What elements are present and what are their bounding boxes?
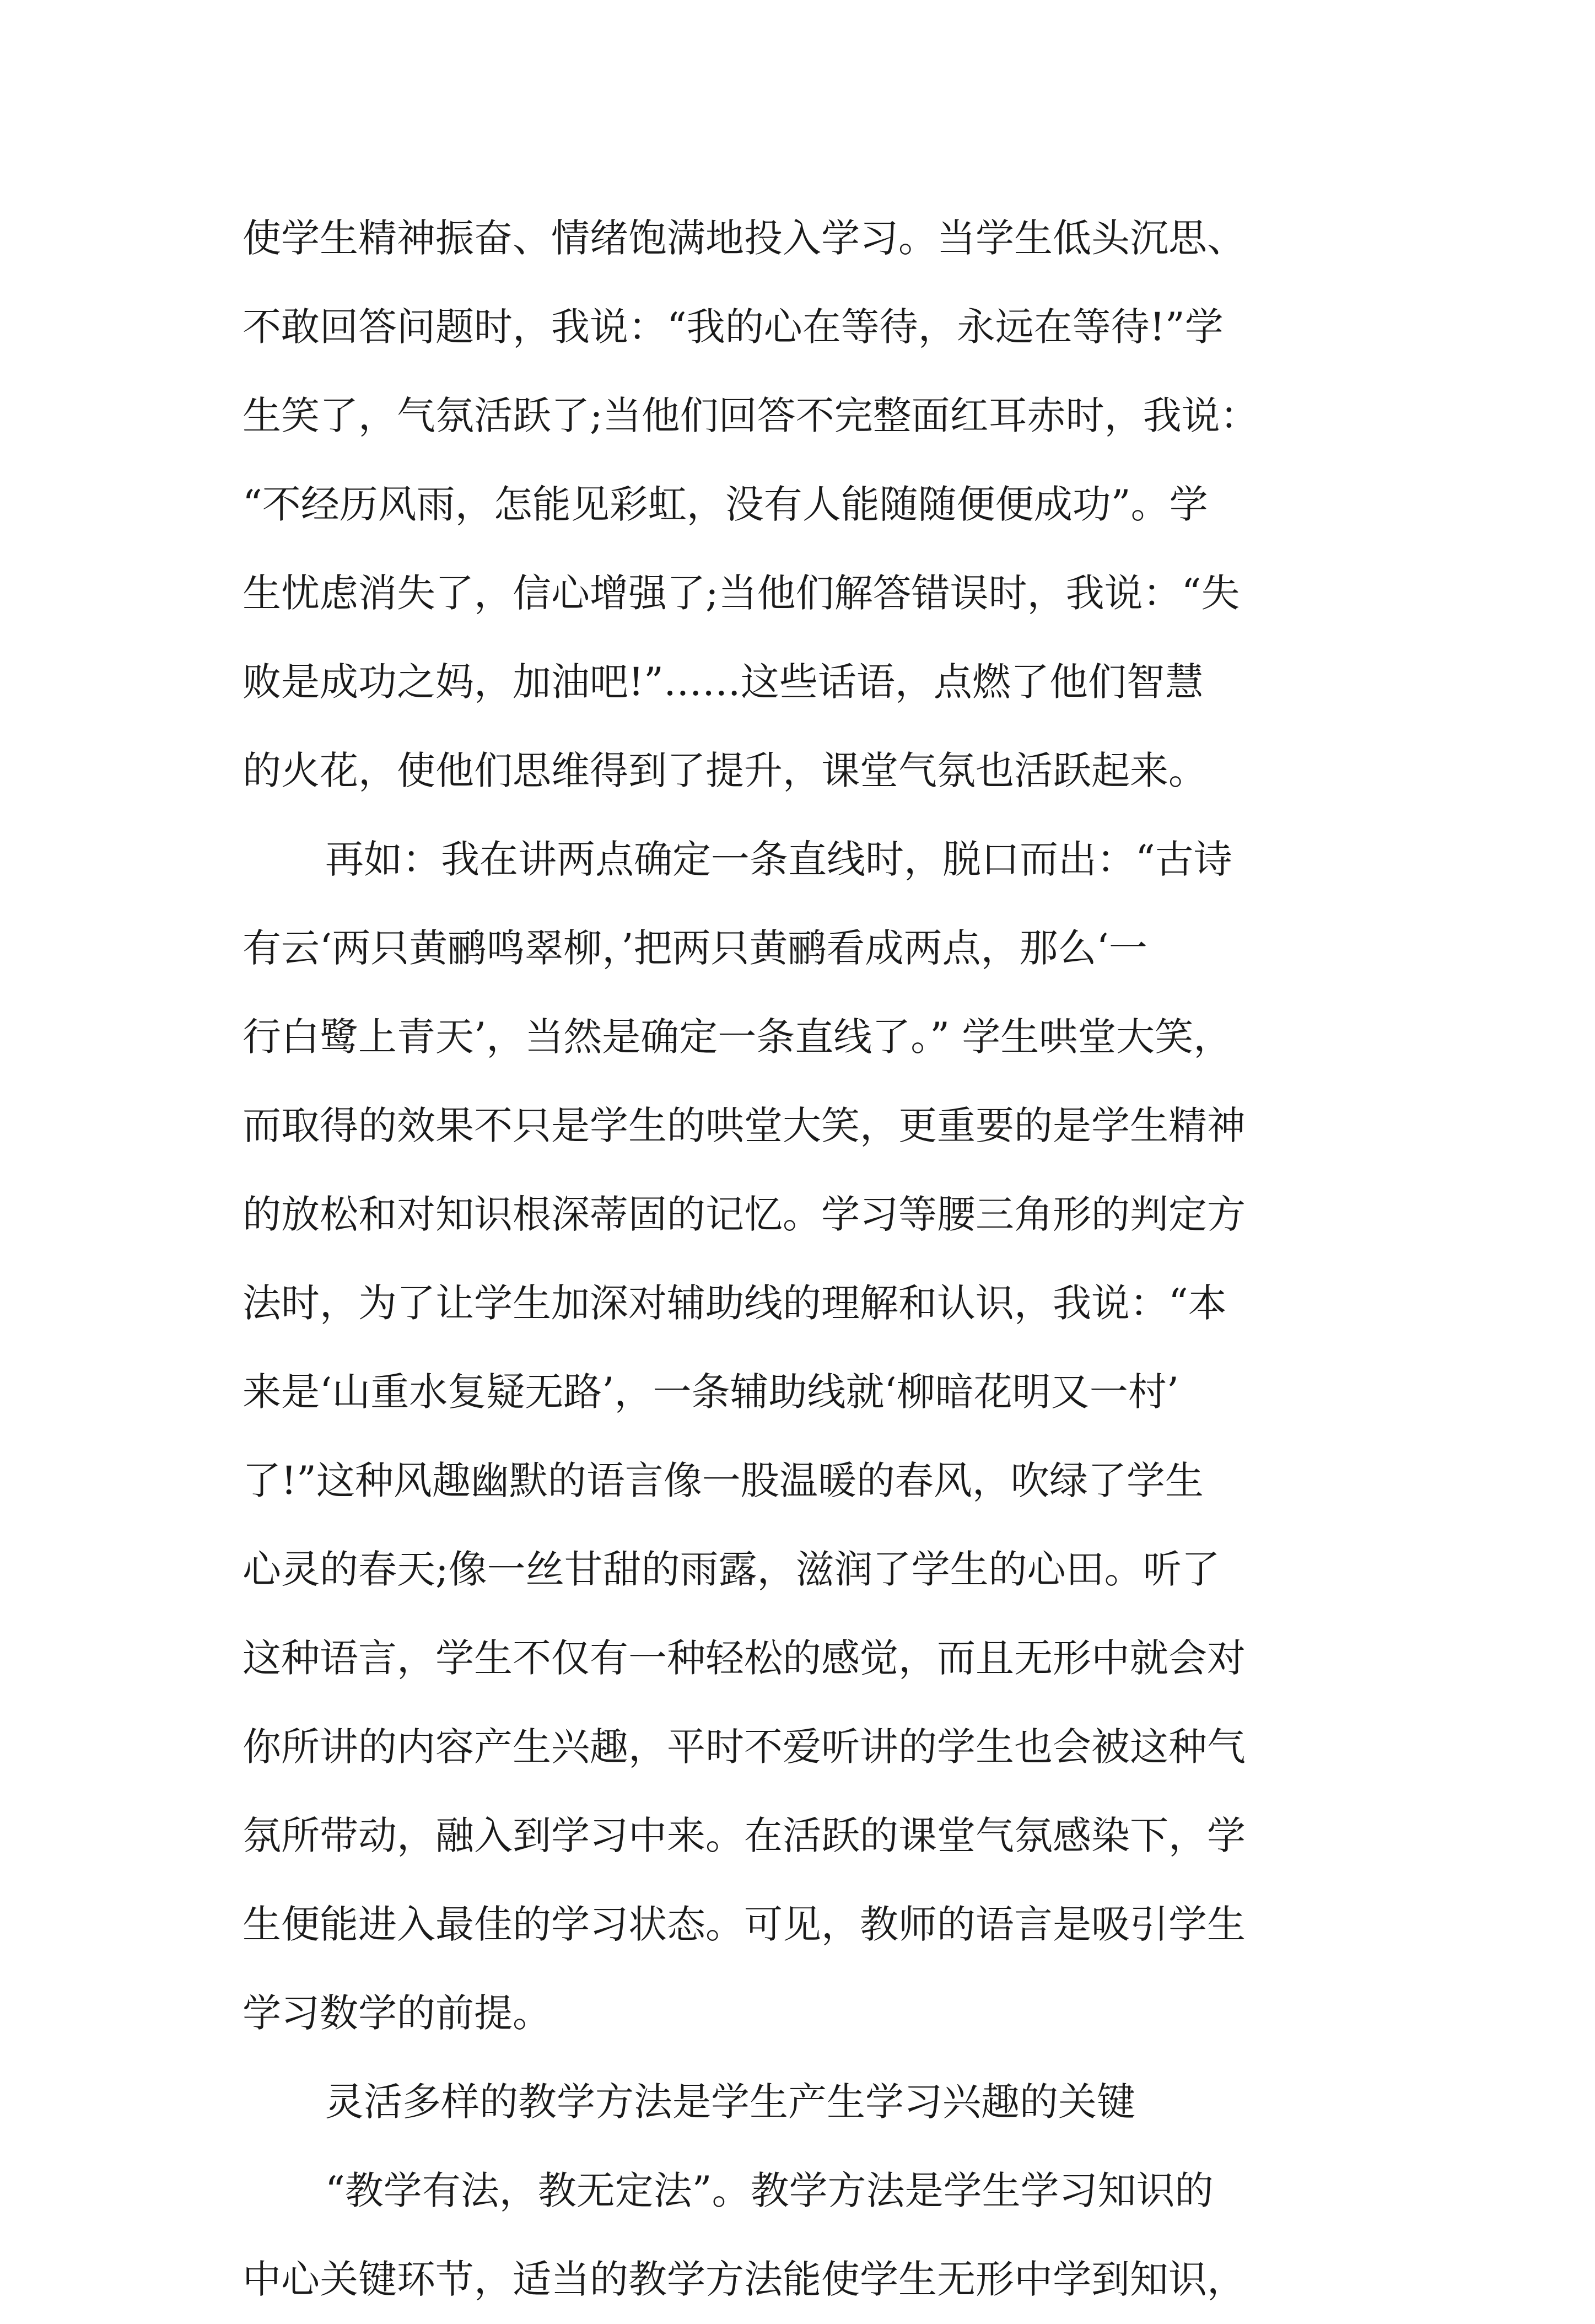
text-line: 心灵的春天;像一丝甘甜的雨露，滋润了学生的心田。听了: [243, 1547, 1220, 1592]
text-line: 生便能进入最佳的学习状态。可见，教师的语言是吸引学生: [243, 1902, 1246, 1947]
text-line: 的放松和对知识根深蒂固的记忆。学习等腰三角形的判定方: [243, 1192, 1246, 1237]
text-line: 你所讲的内容产生兴趣，平时不爱听讲的学生也会被这种气: [243, 1724, 1246, 1769]
text-line: 生忧虑消失了，信心增强了;当他们解答错误时，我说：“失: [243, 571, 1240, 616]
document-body: [243, 194, 1389, 2324]
text-line: 有云‘两只黄鹂鸣翠柳，’把两只黄鹂看成两点，那么‘一: [243, 926, 1147, 971]
text-line: 了!”这种风趣幽默的语言像一股温暖的春风，吹绿了学生: [243, 1458, 1204, 1503]
text-line: 使学生精神振奋、情绪饱满地投入学习。当学生低头沉思、: [243, 216, 1246, 261]
text-line: 学习数学的前提。: [243, 1991, 551, 2036]
text-line: 来是‘山重水复疑无路’，一条辅助线就‘柳暗花明又一村’: [243, 1369, 1179, 1414]
text-line: 的火花，使他们思维得到了提升，课堂气氛也活跃起来。: [243, 748, 1207, 793]
text-line: 败是成功之妈，加油吧!”……这些话语，点燃了他们智慧: [243, 659, 1204, 704]
text-line: 这种语言，学生不仅有一种轻松的感觉，而且无形中就会对: [243, 1636, 1246, 1681]
section-heading: 灵活多样的教学方法是学生产生学习兴趣的关键: [325, 2079, 1135, 2124]
text-line: “不经历风雨，怎能见彩虹，没有人能随随便便成功”。学: [243, 482, 1208, 527]
paragraph-start-line: 再如：我在讲两点确定一条直线时，脱口而出：“古诗: [325, 837, 1232, 882]
text-line: 氛所带动，融入到学习中来。在活跃的课堂气氛感染下，学: [243, 1813, 1246, 1858]
text-line: 不敢回答问题时，我说：“我的心在等待，永远在等待!”学: [243, 304, 1224, 349]
text-line: 行白鹭上青天’，当然是确定一条直线了。” 学生哄堂大笑，: [243, 1014, 1232, 1059]
text-line: 法时，为了让学生加深对辅助线的理解和认识，我说：“本: [243, 1281, 1227, 1326]
text-line: 而取得的效果不只是学生的哄堂大笑，更重要的是学生精神: [243, 1103, 1246, 1148]
paragraph-start-line: “教学有法，教无定法”。教学方法是学生学习知识的: [325, 2168, 1214, 2213]
text-line: 中心关键环节，适当的教学方法能使学生无形中学到知识，: [243, 2257, 1246, 2302]
text-line: 生笑了，气氛活跃了;当他们回答不完整面红耳赤时，我说：: [243, 393, 1259, 438]
